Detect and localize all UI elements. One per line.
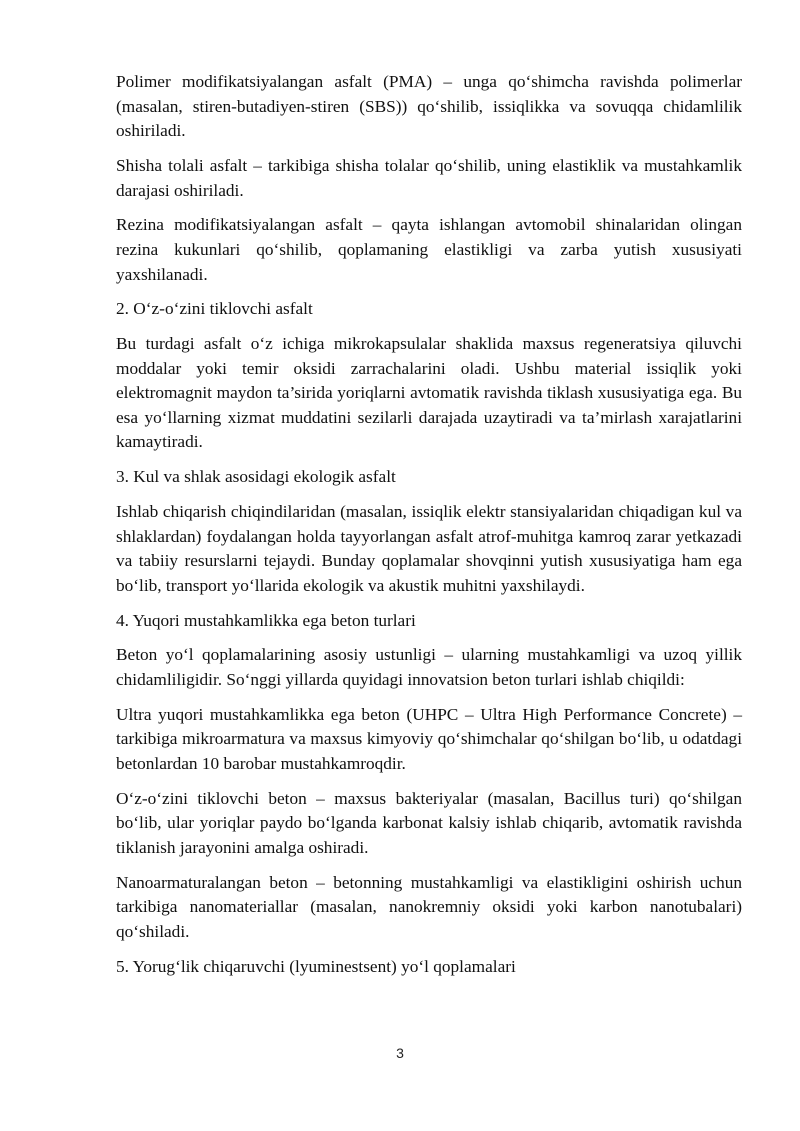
heading-high-strength-concrete: 4. Yuqori mustahkamlikka ega beton turlari bbox=[116, 610, 416, 630]
paragraph-ecological-asphalt: Ishlab chiqarish chiqindilaridan (masalan, issiqlik elektr stansiyalaridan chiqadigan kul va shlaklardan) foydalangan holda tayyorlangan asfalt atrof-muhitga kamroq zarar yetkazadi va tabiiy resurslarni tejaydi. Bunday qoplamalar shovqinni yutish xususiyatiga ham ega bo‘lib, transport yo‘llarida ekologik va akustik muhitni yaxshilaydi. bbox=[116, 502, 742, 595]
paragraph-pma: Polimer modifikatsiyalangan asfalt (PMA) – unga qo‘shimcha ravishda polimerlar (masalan, stiren-butadiyen-stiren (SBS)) qo‘shilib, issiqlikka va sovuqqa chidamlilik oshiriladi. bbox=[116, 72, 742, 141]
heading-luminescent-coatings: 5. Yorug‘lik chiqaruvchi (lyuminestsent) yo‘l qoplamalari bbox=[116, 956, 516, 976]
heading-self-healing-asphalt: 2. O‘z-o‘zini tiklovchi asfalt bbox=[116, 299, 313, 319]
paragraph-rubber-asphalt: Rezina modifikatsiyalangan asfalt – qayta ishlangan avtomobil shinalaridan olingan rezina kukunlari qo‘shilib, qoplamaning elastikligi va zarba yutish xususiyati yaxshilanadi. bbox=[116, 215, 742, 284]
paragraph-self-healing-asphalt: Bu turdagi asfalt o‘z ichiga mikrokapsulalar shaklida maxsus regeneratsiya qiluvchi moddalar yoki temir oksidi zarrachalarini oladi. Ushbu material issiqlik yoki elektromagnit maydon ta’sirida yoriqlarni avtomatik ravishda tiklash xususiyatiga ega. Bu esa yo‘llarning xizmat muddatini sezilarli darajada uzaytiradi va ta’mirlash xarajatlarini kamaytiradi. bbox=[116, 334, 742, 452]
paragraph-self-healing-concrete: O‘z-o‘zini tiklovchi beton – maxsus bakteriyalar (masalan, Bacillus turi) qo‘shilgan bo‘lib, ular yoriqlar paydo bo‘lganda karbonat kalsiy ishlab chiqarib, avtomatik ravishda tiklanish jarayonini amalga oshiradi. bbox=[116, 788, 742, 857]
paragraph-nano-concrete: Nanoarmaturalangan beton – betonning mustahkamligi va elastikligini oshirish uchun tarkibiga nanomateriallar (masalan, nanokremniy oksidi yoki karbon nanotubalari) qo‘shiladi. bbox=[116, 872, 742, 941]
document-body bbox=[116, 70, 742, 989]
paragraph-glass-fiber-asphalt: Shisha tolali asfalt – tarkibiga shisha tolalar qo‘shilib, uning elastiklik va mustahkamlik darajasi oshiriladi. bbox=[116, 155, 742, 200]
heading-ecological-asphalt: 3. Kul va shlak asosidagi ekologik asfalt bbox=[116, 467, 396, 487]
paragraph-uhpc: Ultra yuqori mustahkamlikka ega beton (UHPC – Ultra High Performance Concrete) – tarkibiga mikroarmatura va maxsus kimyoviy qo‘shimchalar qo‘shilgan bo‘lib, u odatdagi betonlardan 10 barobar mustahkamroqdir. bbox=[116, 704, 742, 773]
page-number: 3 bbox=[396, 1045, 404, 1061]
paragraph-concrete-intro: Beton yo‘l qoplamalarining asosiy ustunligi – ularning mustahkamligi va uzoq yillik chidamliligidir. So‘nggi yillarda quyidagi innovatsion beton turlari ishlab chiqildi: bbox=[116, 645, 742, 689]
